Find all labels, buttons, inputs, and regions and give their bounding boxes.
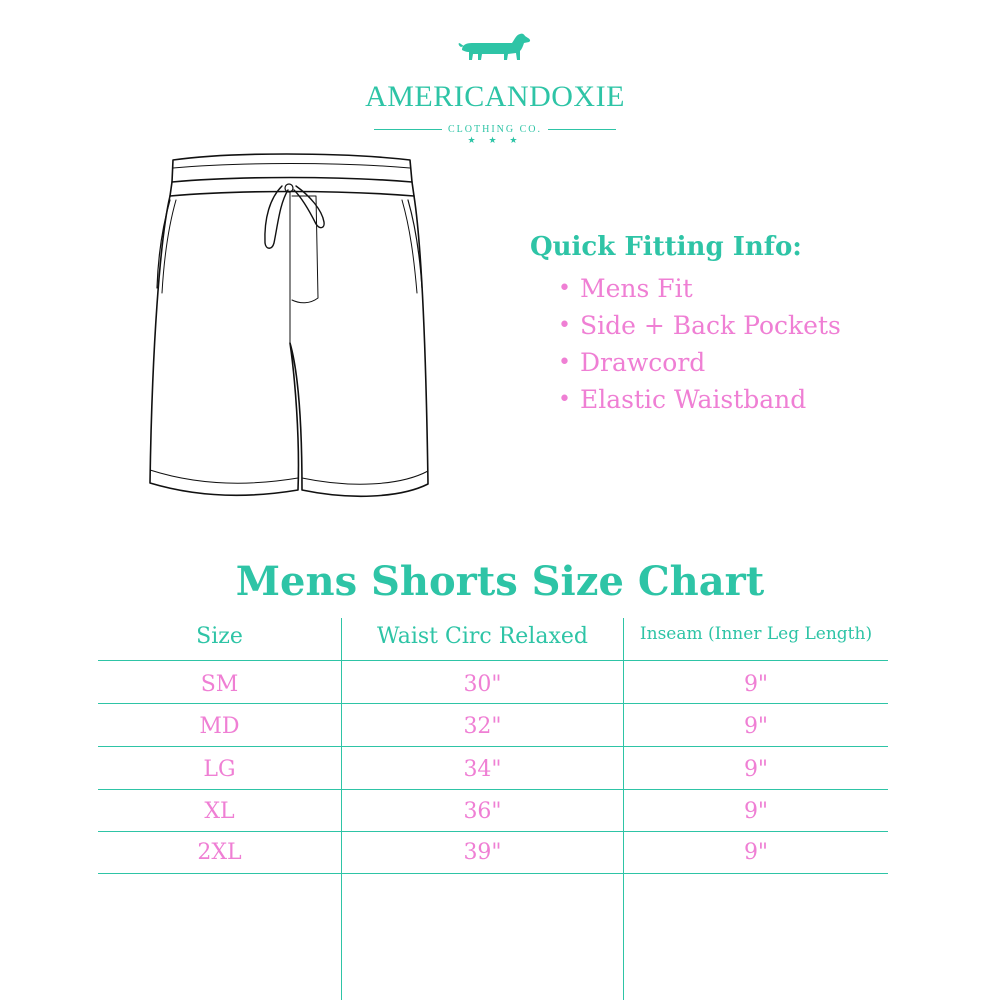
- table-cell-waist: 36": [463, 799, 502, 824]
- fitting-info-list: [530, 270, 970, 418]
- table-cell-inseam: 9": [743, 672, 769, 697]
- dachshund-icon: [458, 30, 534, 64]
- list-item: • Mens Fit: [558, 270, 970, 307]
- row-divider: [98, 789, 888, 790]
- table-cell-size: 2XL: [197, 840, 242, 865]
- table-cell-waist: 34": [463, 757, 502, 782]
- table-cell-inseam: 9": [743, 757, 769, 782]
- row-divider: [98, 831, 888, 832]
- column-header-size: Size: [196, 624, 243, 649]
- table-cell-waist: 39": [463, 840, 502, 865]
- column-header-inseam: Inseam (Inner Leg Length): [639, 624, 873, 644]
- table-cell-waist: 30": [463, 672, 502, 697]
- table-cell-waist: 32": [463, 714, 502, 739]
- brand-logo: [360, 28, 630, 146]
- divider: [374, 129, 442, 130]
- fitting-info: [530, 230, 970, 418]
- table-cell-inseam: 9": [743, 840, 769, 865]
- table-cell-inseam: 9": [743, 799, 769, 824]
- brand-subtitle: CLOTHING CO.: [448, 123, 542, 135]
- table-cell-size: MD: [199, 714, 240, 739]
- brand-name: AMERICANDOXIE: [365, 80, 625, 113]
- brand-subline: [374, 122, 616, 136]
- row-divider: [98, 873, 888, 874]
- list-item: • Side + Back Pockets: [558, 307, 970, 344]
- shorts-illustration: [140, 148, 440, 518]
- list-item: • Drawcord: [558, 344, 970, 381]
- table-cell-inseam: 9": [743, 714, 769, 739]
- column-header-waist: Waist Circ Relaxed: [377, 624, 588, 649]
- row-divider: [98, 660, 888, 661]
- size-table: [98, 618, 888, 1000]
- table-cell-size: LG: [203, 757, 236, 782]
- fitting-info-heading: Quick Fitting Info:: [530, 232, 802, 262]
- row-divider: [98, 703, 888, 704]
- divider: [548, 129, 616, 130]
- row-divider: [98, 746, 888, 747]
- table-cell-size: SM: [200, 672, 239, 697]
- size-chart-title: Mens Shorts Size Chart: [235, 558, 765, 605]
- table-cell-size: XL: [204, 799, 235, 824]
- brand-stars: ★ ★ ★: [467, 136, 523, 146]
- list-item: • Elastic Waistband: [558, 381, 970, 418]
